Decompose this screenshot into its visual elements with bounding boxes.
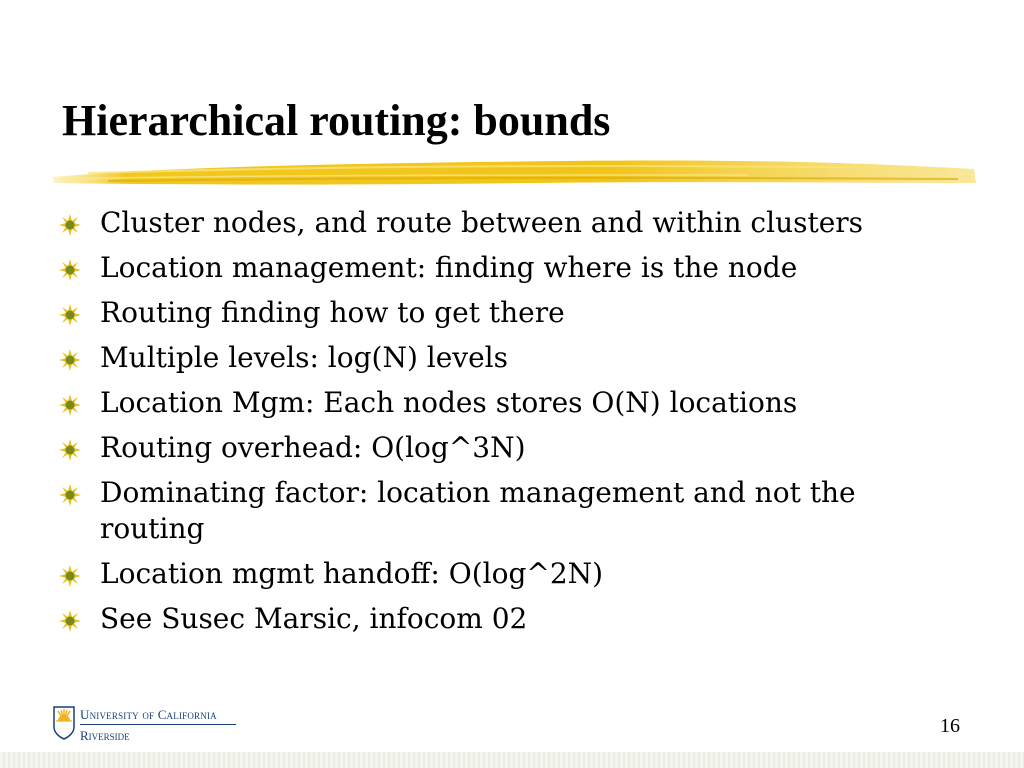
- starburst-bullet-icon: [58, 483, 82, 507]
- bullet-item: [58, 430, 958, 466]
- bullet-item: [58, 385, 958, 421]
- bullet-text: Multiple levels: log(N) levels: [100, 341, 509, 374]
- footer-band: [0, 752, 1024, 768]
- bullet-item: [58, 340, 958, 376]
- bullet-text: Location Mgm: Each nodes stores O(N) locations: [100, 386, 798, 419]
- bullet-text: Location management: finding where is the node: [100, 251, 798, 284]
- bullet-item: [58, 205, 958, 241]
- bullet-text: Routing overhead: O(log^3N): [100, 431, 526, 464]
- bullet-text: Routing finding how to get there: [100, 296, 565, 329]
- page-number: 16: [940, 715, 960, 737]
- starburst-bullet-icon: [58, 438, 82, 462]
- slide-title: Hierarchical routing: bounds: [62, 96, 611, 145]
- starburst-bullet-icon: [58, 213, 82, 237]
- bullet-text: Cluster nodes, and route between and within clusters: [100, 206, 864, 239]
- sun-icon: [52, 705, 76, 741]
- starburst-bullet-icon: [58, 393, 82, 417]
- logo-line-campus: Riverside: [80, 728, 130, 743]
- starburst-bullet-icon: [58, 348, 82, 372]
- bullet-item: [58, 295, 958, 331]
- bullet-list: [58, 205, 958, 646]
- starburst-bullet-icon: [58, 564, 82, 588]
- logo-line-university: University of California: [80, 707, 217, 722]
- bullet-item: [58, 250, 958, 286]
- bullet-item: [58, 601, 958, 637]
- starburst-bullet-icon: [58, 258, 82, 282]
- bullet-text: Dominating factor: location management and not the routing: [100, 476, 856, 545]
- starburst-bullet-icon: [58, 609, 82, 633]
- starburst-bullet-icon: [58, 303, 82, 327]
- university-logo: [52, 705, 232, 745]
- bullet-item: [58, 556, 958, 592]
- bullet-text: See Susec Marsic, infocom 02: [100, 602, 528, 635]
- title-underline-brushstroke: [48, 153, 978, 193]
- bullet-text: Location mgmt handoff: O(log^2N): [100, 557, 604, 590]
- bullet-item: [58, 475, 958, 547]
- logo-divider: [80, 724, 236, 725]
